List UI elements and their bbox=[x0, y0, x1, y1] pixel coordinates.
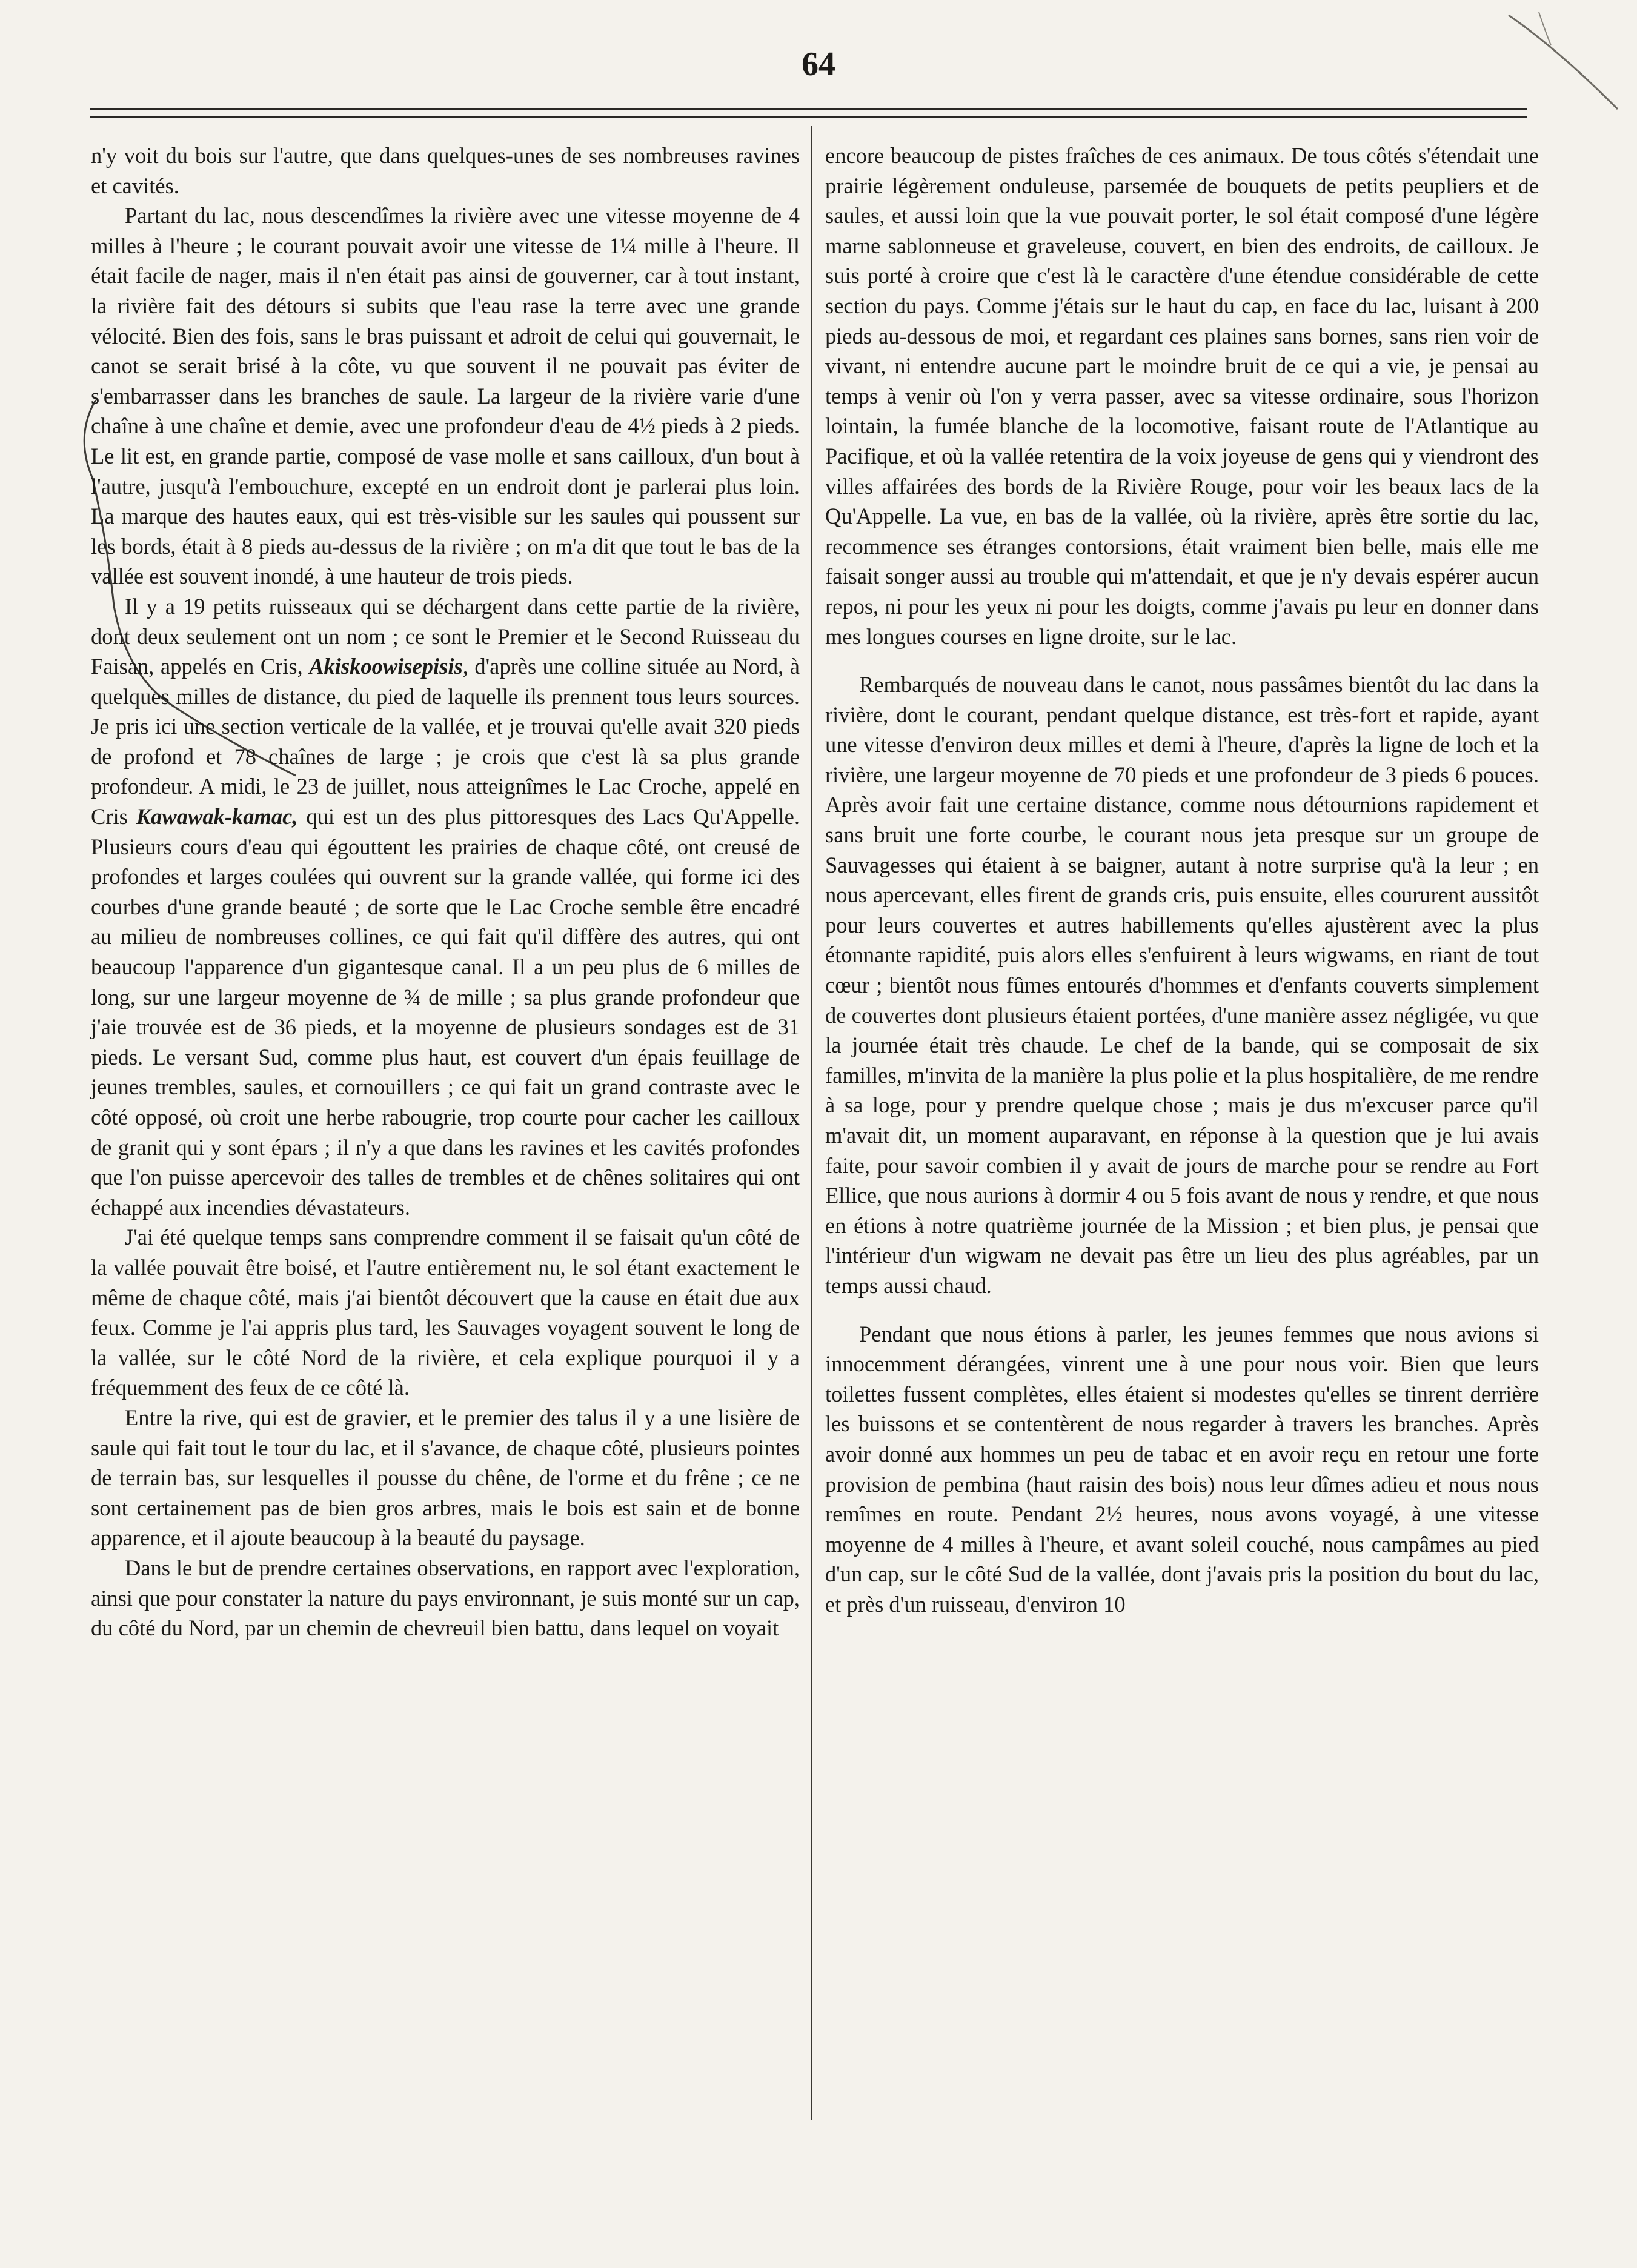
paragraph: J'ai été quelque temps sans comprendre comment il se faisait qu'un côté de la vallée pouvait être boisé, et l'autre entièrement nu, le sol étant exactement le même de chaque côté, mais j'ai bientôt découvert que la cause en était due aux feux. Comme je l'ai appris plus tard, les Sauvages voyagent souvent le long de la vallée, sur le côté Nord de la rivière, et cela explique pourquoi il y a fréquemment des feux de ce côté là. bbox=[91, 1225, 800, 1400]
left-column bbox=[91, 141, 800, 1643]
paragraph: Pendant que nous étions à parler, les jeunes femmes que nous avions si innocemment dérangées, vinrent une à une pour nous voir. Bien que leurs toilettes fussent complètes, elles étaient si modestes qu'elles se tinrent derrière les buissons et se contentèrent de nous regarder à travers les branches. Après avoir donné aux hommes un peu de tabac et en avoir reçu en retour une forte provision de pembina (haut raisin des bois) nous leur dîmes adieu et nous nous remîmes en route. Pendant 2½ heures, nous avons voyagé, à une vitesse moyenne de 4 milles à l'heure, et avant soleil couché, nous campâmes au pied d'un cap, sur le côté Sud de la vallée, dont j'avais pris la position du bout du lac, et près d'un ruisseau, d'environ 10 bbox=[825, 1321, 1539, 1617]
paragraph: encore beaucoup de pistes fraîches de ces animaux. De tous côtés s'étendait une prairie légèrement onduleuse, parsemée de bouquets de petits peupliers et de saules, et aussi loin que la vue pouvait porter, le sol était composé d'une légère marne sablonneuse et graveleuse, couvert, en bien des endroits, de cailloux. Je suis porté à croire que c'est là le caractère d'une étendue considérable de cette section du pays. Comme j'étais sur le haut du cap, en face du lac, luisant à 200 pieds au-dessous de moi, et regardant ces plaines sans bornes, sans rien voir de vivant, ni entendre aucune part le moindre bruit de ce qui a vie, je pensai au temps à venir où l'on y verra passer, avec sa vitesse ordinaire, sous l'horizon lointain, la fumée blanche de la locomotive, faisant route de l'Atlantique au Pacifique, et où la vallée retentira de la voix joyeuse de gens qui y viendront des villes affairées des bords de la Rivière Rouge, pour voir les beaux lacs de la Qu'Appelle. La vue, en bas de la vallée, où la rivière, après être sortie du lac, recommence ses étranges contorsions, était vraiment bien belle, mais elle me faisait songer aussi au trouble qui m'attendait, et que je n'y devais espérer aucun repos, ni pour les yeux ni pour les doigts, comme j'avais pu leur en donner dans mes longues courses en ligne droite, sur le lac. bbox=[825, 143, 1539, 649]
paragraph: n'y voit du bois sur l'autre, que dans quelques-unes de ses nombreuses ravines et cavités. bbox=[91, 143, 800, 198]
italic-cree-name: Akiskoowisepisis bbox=[309, 654, 463, 679]
paragraph: Dans le but de prendre certaines observations, en rapport avec l'exploration, ainsi que pour constater la nature du pays environnant, je suis monté sur un cap, du côté du Nord, par un chemin de chevreuil bien battu, dans lequel on voyait bbox=[91, 1555, 800, 1641]
text-run: qui est un des plus pittoresques des Lacs Qu'Appelle. Plusieurs cours d'eau qui égouttent les prairies de chaque côté, ont creusé de profondes et larges coulées qui ouvrent sur la grande vallée, qui forme ici des courbes d'une grande beauté ; de sorte que le Lac Croche semble être encadré au milieu de nombreuses collines, ce qui fait qu'il diffère des autres, qui ont beaucoup l'apparence d'un gigantesque canal. Il a un peu plus de 6 milles de long, sur une largeur moyenne de ¾ de mille ; sa plus grande profondeur que j'aie trouvée est de 36 pieds, et la moyenne de plusieurs sondages est de 31 pieds. Le versant Sud, comme plus haut, est couvert d'un épais feuillage de jeunes trembles, saules, et cornouillers ; ce qui fait un grand contraste avec le côté opposé, où croit une herbe rabougrie, trop courte pour cacher les cailloux de granit qui y sont épars ; il n'y a que dans les ravines et les cavités profondes que l'on puisse apercevoir des talles de trembles et de chênes solitaires qui ont échappé aux incendies dévastateurs. bbox=[91, 804, 800, 1220]
page-number: 64 bbox=[802, 45, 835, 83]
text-run: , d'après une colline située au Nord, à quelques milles de distance, du pied de laquelle ils prennent tous leurs sources. Je pris ici une section verticale de la vallée, et je trouvai qu'elle avait 320 pieds de profond et 78 chaînes de large ; je crois que c'est là sa plus grande profondeur. A midi, le 23 de juillet, nous atteignîmes le Lac Croche, appelé en Cris bbox=[91, 654, 800, 830]
header-rule-top bbox=[90, 108, 1527, 110]
column-divider bbox=[811, 126, 812, 2120]
paragraph: Entre la rive, qui est de gravier, et le premier des talus il y a une lisière de saule qui fait tout le tour du lac, et il s'avance, de chaque côté, plusieurs pointes de terrain bas, sur lesquelles il pousse du chêne, de l'orme et du frêne ; ce ne sont certainement pas de bien gros arbres, mais le bois est sain et de bonne apparence, et il ajoute beaucoup à la beauté du paysage. bbox=[91, 1405, 800, 1551]
paragraph: Partant du lac, nous descendîmes la rivière avec une vitesse moyenne de 4 milles à l'heure ; le courant pouvait avoir une vitesse de 1¼ mille à l'heure. Il était facile de nager, mais il n'en était pas ainsi de gouverner, car à tout instant, la rivière fait des détours si subits que l'eau rase la terre avec une grande vélocité. Bien des fois, sans le bras puissant et adroit de celui qui gouvernait, le canot se serait brisé à la côte, vu que souvent il ne pouvait pas éviter de s'embarrasser dans les branches de saule. La largeur de la rivière varie d'une chaîne à une chaîne et demie, avec une profondeur d'eau de 4½ pieds à 2 pieds. Le lit est, en grande partie, composé de vase molle et sans cailloux, d'un bout à l'autre, jusqu'à l'embouchure, excepté en un endroit dont je parlerai plus loin. La marque des hautes eaux, qui est très-visible sur les saules qui poussent sur les bords, était à 8 pieds au-dessus de la rivière ; on m'a dit que tout le bas de la vallée est souvent inondé, à une hauteur de trois pieds. bbox=[91, 203, 800, 589]
paragraph: Rembarqués de nouveau dans le canot, nous passâmes bientôt du lac dans la rivière, dont le courant, pendant quelque distance, est très-fort et rapide, ayant une vitesse d'environ deux milles et demi à l'heure, d'après la ligne de loch et la rivière, une largeur moyenne de 70 pieds et une profondeur de 3 pieds 6 pouces. Après avoir fait une certaine distance, comme nous détournions rapidement et sans bruit une forte courbe, le courant nous jeta presque sur un groupe de Sauvagesses qui étaient à se baigner, autant à notre surprise qu'à la leur ; en nous apercevant, elles firent de grands cris, puis ensuite, elles coururent aussitôt pour leurs couvertes et autres habillements qu'elles ajustèrent avec la plus étonnante rapidité, puis alors elles s'enfuirent à leurs wigwams, en riant de tout cœur ; bientôt nous fûmes entourés d'hommes et d'enfants couverts simplement de couvertes dont plusieurs étaient portées, d'une manière assez négligée, vu que la journée était très chaude. Le chef de la bande, qui se composait de six familles, m'invita de la manière la plus polie et la plus hospitalière, de me rendre à sa loge, pour y prendre quelque chose ; mais je dus m'excuser parce qu'il m'avait dit, un moment auparavant, en réponse à la question que je lui avais faite, pour savoir combien il y avait de jours de marche pour se rendre au Fort Ellice, que nous aurions à dormir 4 ou 5 fois avant de nous y rendre, et que nous en étions à notre quatrième journée de la Mission ; et bien plus, je pensai que l'intérieur d'un wigwam ne devait pas être un lieu des plus agréables, par un temps aussi chaud. bbox=[825, 672, 1539, 1298]
text-run: Il y a 19 petits ruisseaux qui se déchargent dans cette partie de la rivière, dont deux seulement ont un nom ; ce sont le Premier et le Second Ruisseau du Faisan, appelés en Cris, bbox=[91, 593, 800, 679]
corner-pencil-mark bbox=[1503, 12, 1624, 115]
header-rule-bottom bbox=[90, 116, 1527, 118]
right-column bbox=[825, 141, 1539, 1620]
paragraph bbox=[91, 591, 800, 1222]
italic-cree-name: Kawawak-kamac, bbox=[136, 804, 298, 830]
